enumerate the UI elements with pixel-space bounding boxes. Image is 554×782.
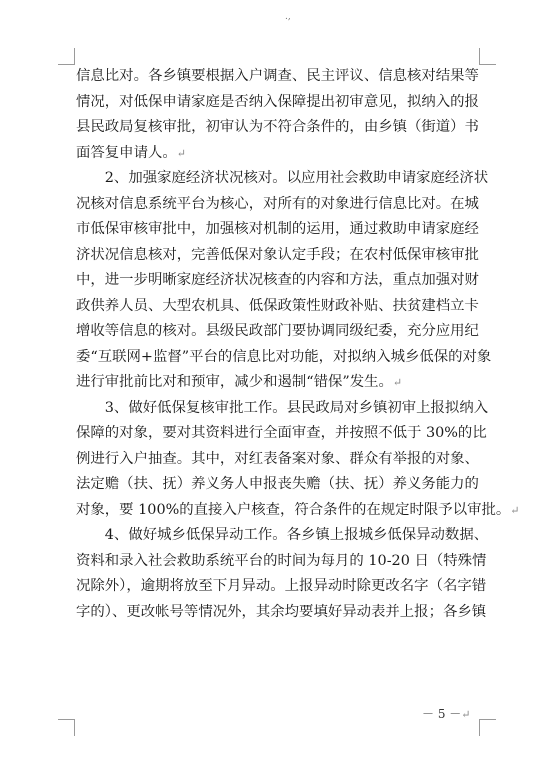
line-text: 中，进一步明晰家庭经济状况核查的内容和方法，重点加强对财 xyxy=(76,272,479,288)
corner-mark-top-right xyxy=(479,48,496,65)
line-text: 保障的对象，要对其资料进行全面审查，并按照不低于 30%的比 xyxy=(76,425,487,441)
line-text: 进行审批前比对和预审，减少和遏制“错保”发生。 xyxy=(76,374,393,390)
text-line xyxy=(76,600,487,626)
corner-mark-bottom-left xyxy=(58,719,75,736)
text-line xyxy=(76,64,480,90)
paragraph-mark-icon: ↵ xyxy=(176,146,186,160)
text-line xyxy=(76,294,480,320)
corner-mark-top-left xyxy=(58,48,75,65)
line-text: 济状况信息核对，完善低保对象认定手段；在农村低保审核审批 xyxy=(76,246,479,263)
corner-mark-bottom-right xyxy=(479,719,496,736)
page-number: － 5 －↵ xyxy=(422,707,471,721)
line-text: 4、做好城乡低保异动工作。各乡镇上报城乡低保异动数据、 xyxy=(76,527,489,543)
text-line xyxy=(76,268,480,294)
text-line xyxy=(76,217,480,243)
text-line xyxy=(76,574,487,600)
text-line xyxy=(76,370,480,396)
line-text: 3、做好低保复核审批工作。县民政局对乡镇初审上报拟纳入 xyxy=(76,399,489,416)
text-line xyxy=(76,115,480,141)
line-text: 况核对信息系统平台为核心，对所有的对象进行信息比对。在城 xyxy=(76,195,479,212)
text-line xyxy=(76,141,480,167)
text-line xyxy=(76,396,489,422)
line-text: 面答复申请人。 xyxy=(76,144,177,161)
text-line xyxy=(76,166,489,192)
header-mark: ., xyxy=(285,12,291,22)
line-text: 法定赡（扶、抚）养义务人申报丧失赡（扶、抚）养义务能力的 xyxy=(76,476,479,492)
line-text: 政供养人员、大型农机具、低保政策性财政补贴、扶贫建档立卡 xyxy=(76,297,479,314)
paragraph-mark-icon: ↵ xyxy=(392,376,403,389)
text-line xyxy=(76,319,480,345)
line-text: 市低保审核审批中，加强核对机制的运用，通过救助申请家庭经 xyxy=(76,221,479,237)
text-line xyxy=(76,472,480,498)
text-line xyxy=(76,447,480,473)
text-line xyxy=(76,498,520,524)
paragraph-mark-icon: ↵ xyxy=(510,503,520,517)
line-text: 增收等信息的核对。县级民政部门要协调同级纪委，充分应用纪 xyxy=(76,323,479,339)
line-text: 例进行入户抽查。其中，对红表备案对象、群众有举报的对象、 xyxy=(76,450,479,467)
line-text: 信息比对。各乡镇要根据入户调查、民主评议、信息核对结果等 xyxy=(76,68,479,84)
text-line xyxy=(76,549,487,575)
text-line xyxy=(76,90,480,116)
text-line xyxy=(76,192,480,218)
line-text: 县民政局复核审批，初审认为不符合条件的，由乡镇（街道）书 xyxy=(76,119,479,135)
text-line xyxy=(76,421,487,447)
text-line xyxy=(76,345,492,371)
line-text: 对象，要 100%的直接入户核查，符合条件的在规定时限予以审批。 xyxy=(76,501,511,518)
line-text: 况除外），逾期将放至下月异动。上报异动时除更改名字（名字错 xyxy=(76,578,487,594)
text-line xyxy=(76,523,489,549)
line-text: 情况，对低保申请家庭是否纳入保障提出初审意见，拟纳入的报 xyxy=(76,93,479,110)
line-text: 2、加强家庭经济状况核对。以应用社会救助申请家庭经济状 xyxy=(76,170,489,186)
line-text: 字的）、更改帐号等情况外，其余均要填好异动表并上报；各乡镇 xyxy=(76,603,487,620)
line-text: 委“互联网+监督”平台的信息比对功能，对拟纳入城乡低保的对象 xyxy=(76,348,492,365)
document-body[interactable] xyxy=(76,64,520,625)
text-line xyxy=(76,243,480,269)
line-text: 资料和录入社会救助系统平台的时间为每月的 10-20 日（特殊情 xyxy=(76,552,487,569)
